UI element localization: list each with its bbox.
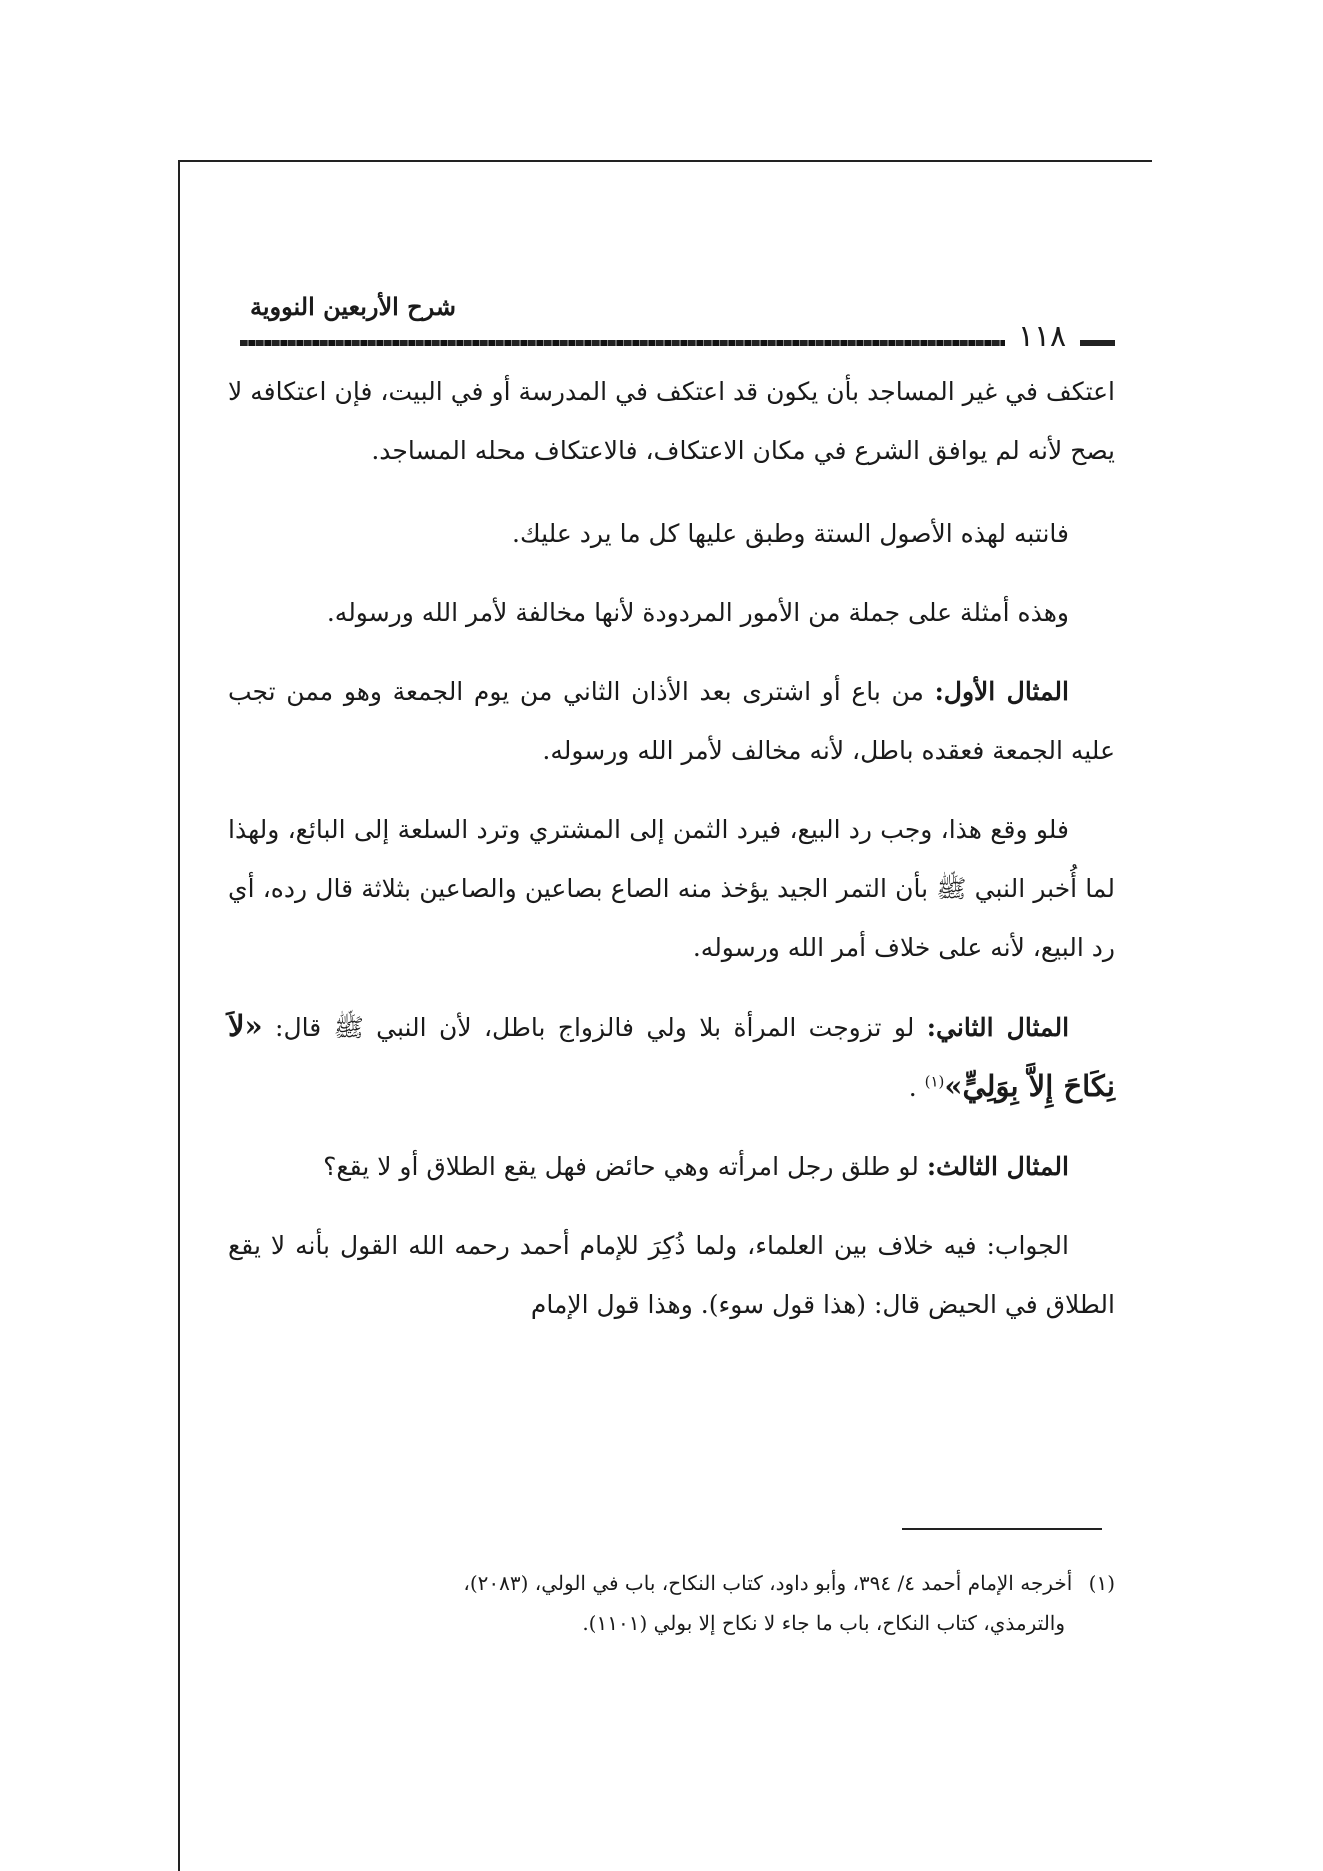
example-one-label: المثال الأول: [934, 677, 1069, 706]
footnote-line-1: أخرجه الإمام أحمد ٤/ ٣٩٤، وأبو داود، كتاب النكاح، باب في الولي، (٢٠٨٣)، [463, 1571, 1073, 1595]
main-text [228, 362, 1115, 1354]
paragraph-continuation: اعتكف في غير المساجد بأن يكون قد اعتكف في المدرسة أو في البيت، فإن اعتكافه لا يصح لأنه لم يوافق الشرع في مكان الاعتكاف، فالاعتكاف محله المساجد. [228, 377, 1115, 465]
example-three-label: المثال الثالث: [926, 1152, 1069, 1181]
page-frame-top-border [178, 160, 1152, 162]
paragraph-example-one [228, 662, 1115, 780]
paragraph-notice: فانتبه لهذه الأصول الستة وطبق عليها كل ما يرد عليك. [512, 519, 1069, 548]
example-one-text: من باع أو اشترى بعد الأذان الثاني من يوم الجمعة وهو ممن تجب عليه الجمعة فعقده باطل، لأنه مخالف لأمر الله ورسوله. [228, 677, 1115, 765]
hadith-quote: «لاَ نِكَاحَ إِلاَّ بِوَلِيٍّ» [228, 1009, 1115, 1103]
example-two-text: لو تزوجت المرأة بلا ولي فالزواج باطل، لأن النبي ﷺ قال: [275, 1013, 915, 1042]
book-title: شرح الأربعين النووية [250, 292, 457, 321]
example-two-label: المثال الثاني: [926, 1013, 1070, 1042]
paragraph-examples-intro: وهذه أمثلة على جملة من الأمور المردودة لأنها مخالفة لأمر الله ورسوله. [326, 598, 1069, 627]
example-three-text: لو طلق رجل امرأته وهي حائض فهل يقع الطلاق أو لا يقع؟ [323, 1152, 919, 1181]
paragraph-sale-reversal: فلو وقع هذا، وجب رد البيع، فيرد الثمن إلى المشتري وترد السلعة إلى البائع، ولهذا لما أُخبر النبي ﷺ بأن التمر الجيد يؤخذ منه الصاع بصاعين والصاعين بثلاثة قال رده، أي رد البيع، لأنه على خلاف أمر الله ورسوله. [228, 815, 1115, 962]
footnote-line-2: والترمذي، كتاب النكاح، باب ما جاء لا نكاح إلا بولي (١١٠١). [582, 1611, 1065, 1635]
example-two-end: . [908, 1073, 917, 1102]
paragraph-example-two [228, 997, 1115, 1117]
header-rule [240, 340, 1005, 346]
footnote-separator [902, 1528, 1102, 1530]
page-number: ١١٨ [1017, 319, 1067, 354]
running-header [240, 292, 1115, 352]
paragraph-example-three [228, 1137, 1115, 1196]
paragraph-answer: الجواب: فيه خلاف بين العلماء، ولما ذُكِرَ للإمام أحمد رحمه الله القول بأنه لا يقع الطلاق في الحيض قال: (هذا قول سوء). وهذا قول الإمام [228, 1231, 1115, 1319]
footnote-number: (١) [1088, 1571, 1115, 1595]
page-frame-left-border [178, 160, 180, 1871]
footnote-reference: (١) [924, 1072, 945, 1091]
header-rule-end [1080, 340, 1115, 346]
footnote [228, 1563, 1115, 1643]
